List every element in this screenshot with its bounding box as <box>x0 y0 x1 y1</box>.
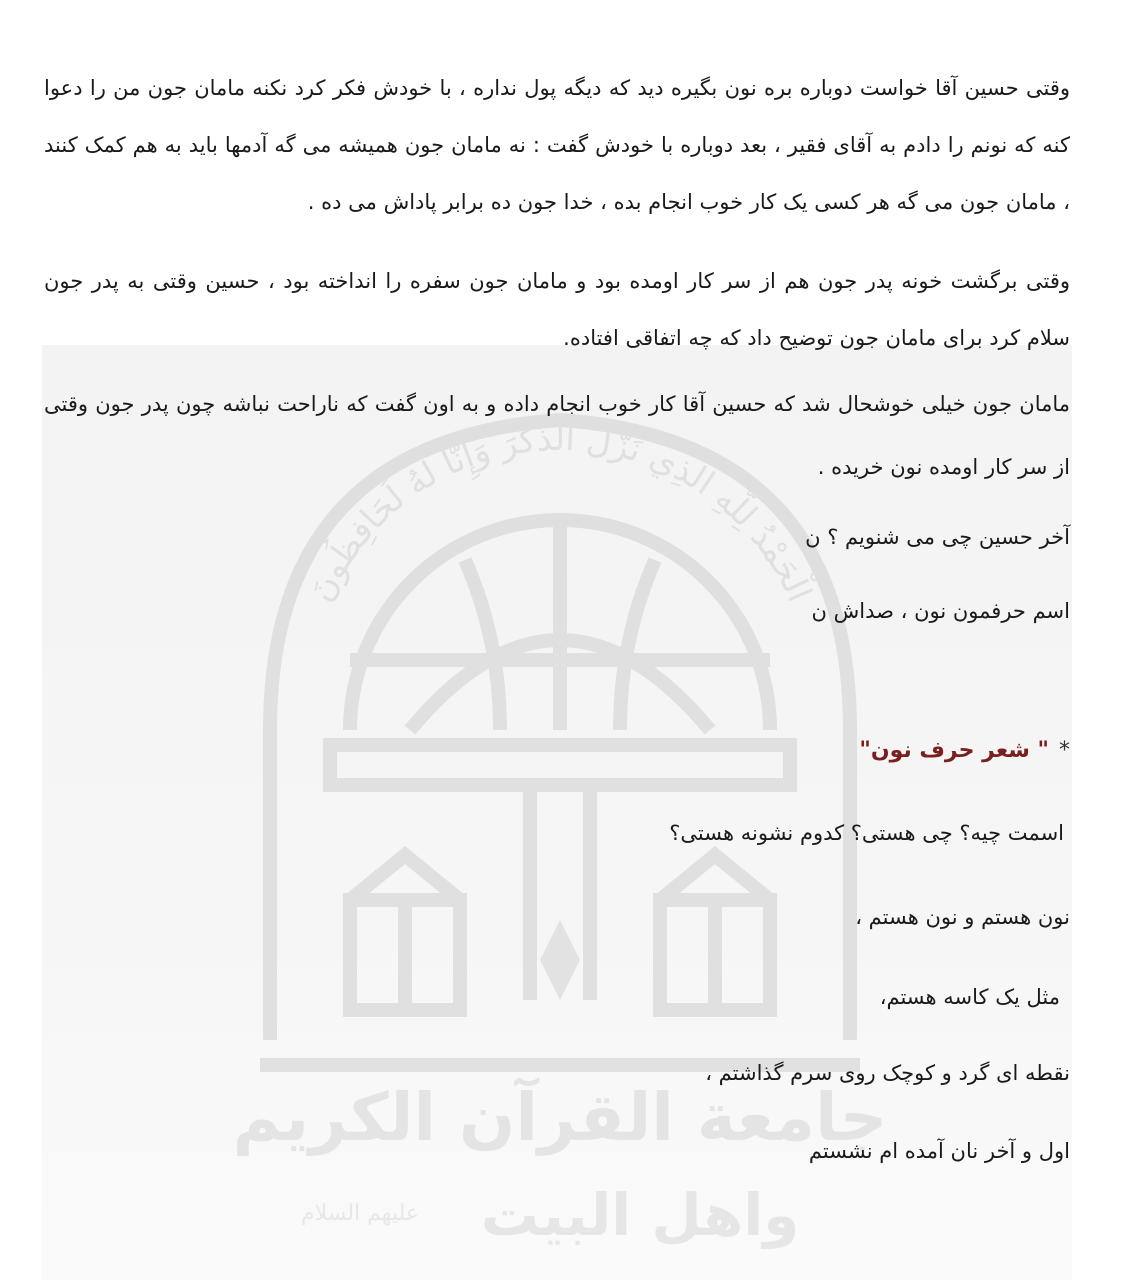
watermark-honorific: عليهم السلام <box>300 1201 420 1226</box>
poem-line-1: اسمت چیه؟ چی هستی؟ کدوم نشونه هستی؟ <box>669 821 1064 845</box>
story-paragraph-2: وقتی برگشت خونه پدر جون هم از سر کار اومده بود و مامان جون سفره را انداخته بود ، حسین وقتی به پدر جون سلام کرد برای مامان جون توضیح داد که چه اتفاقی افتاده. <box>44 269 1070 350</box>
document-body <box>44 60 1070 1171</box>
poem-line-3: مثل یک کاسه هستم، <box>879 985 1060 1009</box>
story-paragraph-1: وقتی حسین آقا خواست دوباره بره نون بگیره دید که دیگه پول نداره ، با خودش فکر کرد نکنه مامان جون من را دعوا کنه که نونم را دادم به آقای فقیر ، بعد دوباره با خودش گفت : نه مامان جون همیشه می گه آدمها باید به هم کمک کنند ، مامان جون می گه هر کسی یک کار خوب انجام بده ، خدا جون ده برابر پاداش می ده . <box>44 76 1070 214</box>
watermark-arc-text: الْحَمْدُ لِلَّهِ الَّذِي نَزَّلَ الذِّكْرَ وَإِنَّا لَهُ لَحَافِظُونَ <box>300 418 820 608</box>
poem-line-2: نون هستم و نون هستم ، <box>855 905 1070 929</box>
poem-line-5: اول و آخر نان آمده ام نشستم <box>808 1139 1070 1163</box>
question-line: آخر حسین چی می شنویم ؟ ن <box>805 525 1070 549</box>
bullet-star-icon: * <box>1059 738 1070 763</box>
poem-heading <box>44 731 1070 771</box>
watermark-title: جامعة القرآن الكريم <box>232 1079 888 1156</box>
story-paragraph-3: مامان جون خیلی خوشحال شد که حسین آقا کار خوب انجام داده و به اون گفت که ناراحت نباشه چون پدر جون وقتی از سر کار اومده نون خریده . <box>44 392 1070 479</box>
poem-line-4: نقطه ای گرد و کوچک روی سرم گذاشتم ، <box>705 1061 1070 1085</box>
poem-heading-text: " شعر حرف نون" <box>859 738 1049 763</box>
answer-line: اسم حرفمون نون ، صداش ن <box>811 599 1070 623</box>
watermark-subtitle: واهل البيت <box>480 1181 800 1249</box>
